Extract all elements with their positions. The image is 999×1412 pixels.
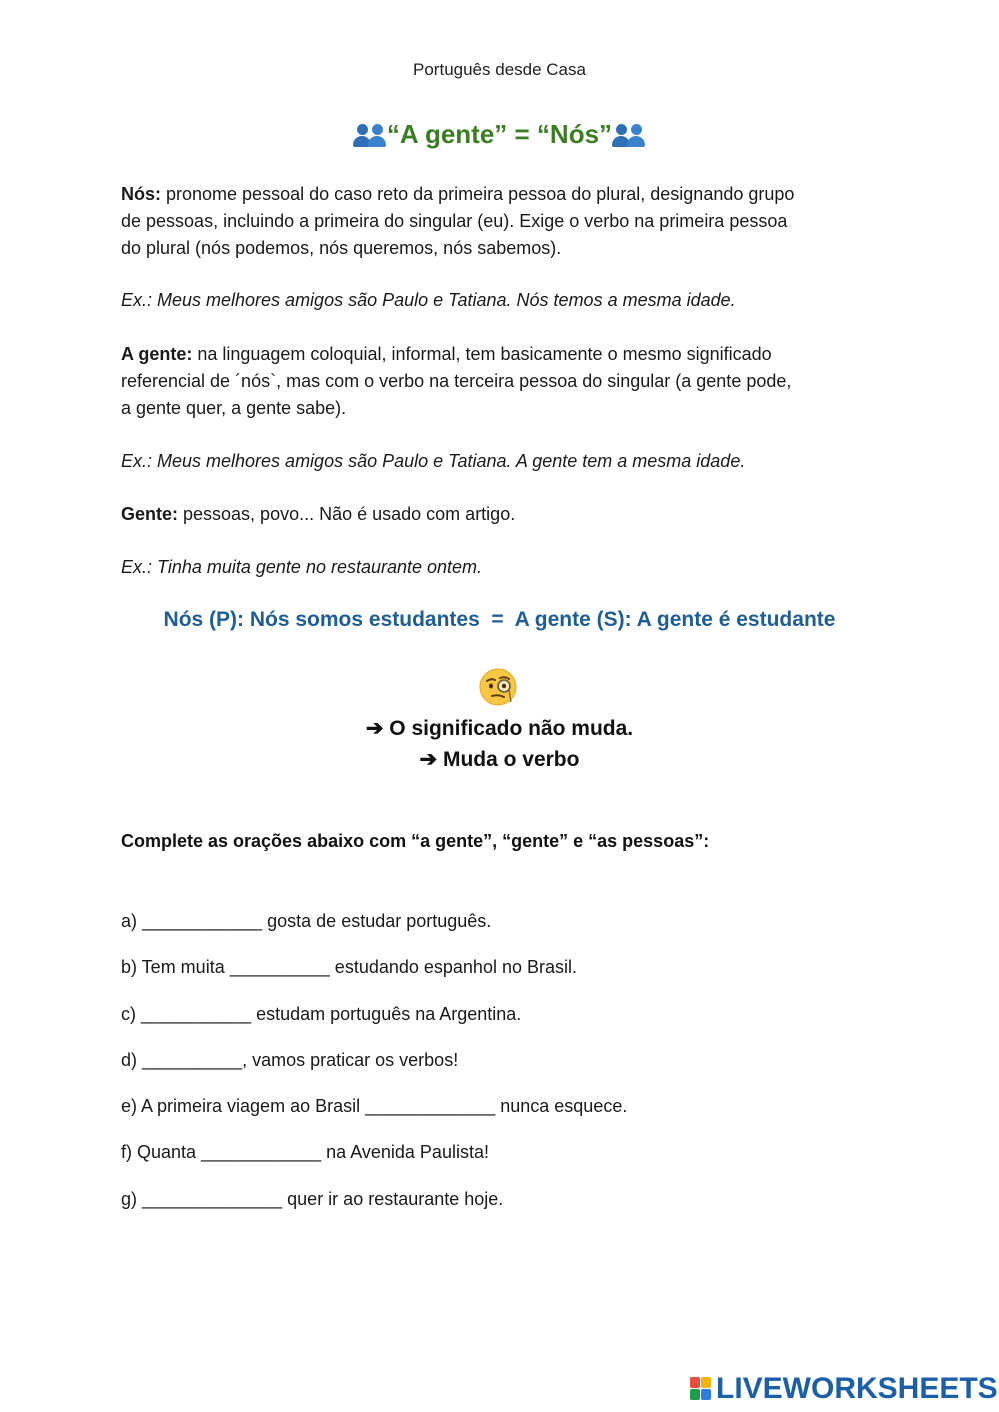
exercise-item[interactable]: b) Tem muita __________ estudando espanhol no Brasil. bbox=[121, 957, 577, 977]
people-icon bbox=[612, 122, 646, 148]
nos-term: Nós: bbox=[121, 184, 161, 204]
exercise-instruction: Complete as orações abaixo com “a gente”, “gente” e “as pessoas”: bbox=[121, 831, 710, 851]
liveworksheets-logo-icon bbox=[690, 1377, 712, 1401]
liveworksheets-logo bbox=[690, 1372, 998, 1406]
page-header: Português desde Casa bbox=[413, 60, 586, 79]
monocle-face-icon bbox=[479, 668, 517, 706]
page-title bbox=[0, 119, 999, 150]
agente-definition-line: referencial de ´nós`, mas com o verbo na terceira pessoa do singular (a gente pode, bbox=[121, 371, 792, 391]
agente-definition-text: na linguagem coloquial, informal, tem basicamente o mesmo significado bbox=[192, 344, 772, 364]
summary-line-1: ➔ O significado não muda. bbox=[365, 717, 634, 740]
gente-example: Ex.: Tinha muita gente no restaurante ontem. bbox=[121, 557, 483, 577]
agente-definition bbox=[121, 341, 881, 422]
exercise-item[interactable]: f) Quanta ____________ na Avenida Paulista! bbox=[121, 1142, 489, 1162]
exercise-item[interactable]: c) ___________ estudam português na Argentina. bbox=[121, 1004, 522, 1024]
exercise-item[interactable]: g) ______________ quer ir ao restaurante hoje. bbox=[121, 1189, 504, 1209]
nos-definition-line: de pessoas, incluindo a primeira do singular (eu). Exige o verbo na primeira pessoa bbox=[121, 211, 788, 231]
exercise-item[interactable]: e) A primeira viagem ao Brasil _____________ nunca esquece. bbox=[121, 1096, 628, 1116]
gente-definition bbox=[121, 501, 881, 528]
logo-text: LIVEWORKSHEETS bbox=[716, 1372, 998, 1405]
agente-example: Ex.: Meus melhores amigos são Paulo e Tatiana. A gente tem a mesma idade. bbox=[121, 451, 746, 471]
agente-definition-line: a gente quer, a gente sabe). bbox=[121, 398, 347, 418]
people-icon bbox=[353, 122, 387, 148]
title-text: “A gente” = “Nós” bbox=[386, 119, 613, 149]
nos-definition-text: pronome pessoal do caso reto da primeira pessoa do plural, designando grupo bbox=[161, 184, 795, 204]
nos-definition bbox=[121, 181, 881, 262]
comparison-line: Nós (P): Nós somos estudantes = A gente (S): A gente é estudante bbox=[163, 608, 836, 631]
exercise-item[interactable]: d) __________, vamos praticar os verbos! bbox=[121, 1050, 459, 1070]
exercise-item[interactable]: a) ____________ gosta de estudar português. bbox=[121, 911, 492, 931]
nos-example: Ex.: Meus melhores amigos são Paulo e Tatiana. Nós temos a mesma idade. bbox=[121, 290, 736, 310]
agente-term: A gente: bbox=[121, 344, 193, 364]
gente-term: Gente: bbox=[121, 504, 179, 524]
summary-line-2: ➔ Muda o verbo bbox=[419, 748, 580, 771]
gente-definition-text: pessoas, povo... Não é usado com artigo. bbox=[178, 504, 516, 524]
agente-definition-line bbox=[121, 341, 881, 368]
nos-definition-line: do plural (nós podemos, nós queremos, nós sabemos). bbox=[121, 238, 562, 258]
nos-definition-line bbox=[121, 181, 881, 208]
